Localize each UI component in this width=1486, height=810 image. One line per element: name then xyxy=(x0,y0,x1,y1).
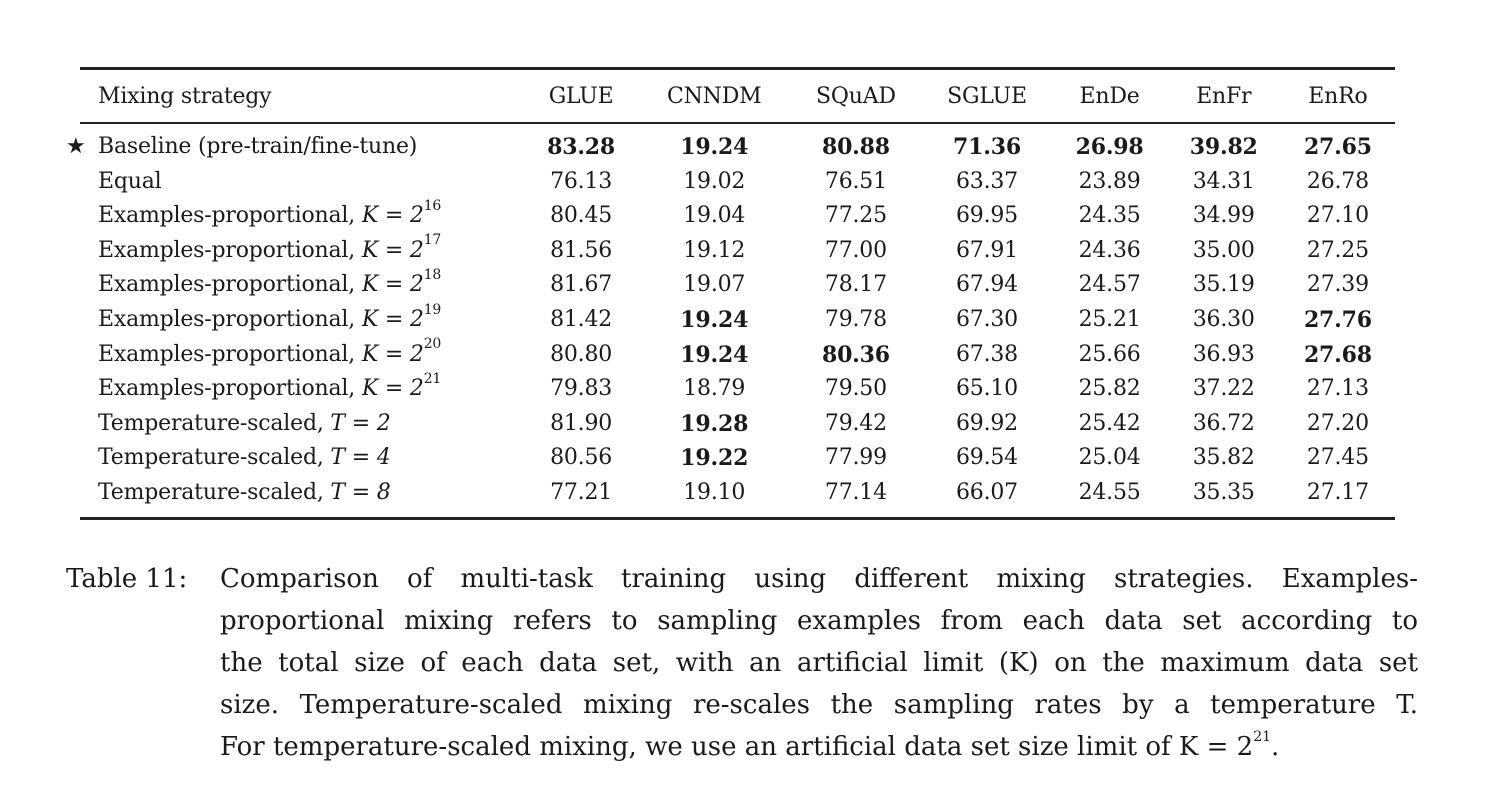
cell-sglue: 69.54 xyxy=(956,445,1018,471)
caption-text xyxy=(220,558,1418,768)
row-label xyxy=(80,199,524,234)
caption-line-text: For temperature-scaled mixing, we use an artificial data set size limit of K = 2 xyxy=(220,732,1254,762)
row-label-text: Examples-proportional, xyxy=(98,306,362,332)
row-label xyxy=(80,476,524,518)
cell-enfr: 35.35 xyxy=(1192,479,1255,505)
row-label-exponent: 20 xyxy=(423,336,442,353)
caption-label: Table 11: xyxy=(66,564,188,594)
cell-cnndm: 19.02 xyxy=(683,168,746,194)
cell-ende: 25.82 xyxy=(1078,376,1141,402)
cell-sglue: 69.95 xyxy=(956,203,1018,229)
cell-sglue: 71.36 xyxy=(953,134,1021,160)
table-row xyxy=(80,476,1395,518)
cell-enfr: 35.82 xyxy=(1192,445,1255,471)
column-header-glue: GLUE xyxy=(548,83,614,109)
cell-sglue: 67.30 xyxy=(956,306,1018,332)
cell-ende: 23.89 xyxy=(1078,168,1141,194)
row-label-text: Examples-proportional, xyxy=(98,237,362,263)
column-header-sglue: SGLUE xyxy=(947,83,1027,109)
row-label-text: Examples-proportional, xyxy=(98,203,362,229)
cell-cnndm: 19.10 xyxy=(683,479,746,505)
caption-line: proportional mixing refers to sampling examples from each data set according to xyxy=(220,606,1418,636)
cell-enro: 27.76 xyxy=(1303,306,1372,333)
cell-glue: 80.45 xyxy=(550,203,613,229)
cell-cnndm: 19.28 xyxy=(680,410,749,437)
caption-exponent: 21 xyxy=(1253,729,1272,746)
cell-glue: 81.90 xyxy=(550,410,613,436)
row-label-text: Temperature-scaled, xyxy=(98,479,331,505)
row-label-exponent: 17 xyxy=(423,232,442,249)
cell-enro: 27.65 xyxy=(1303,134,1372,160)
row-label-text: Equal xyxy=(98,168,162,194)
row-label-math: T = 8 xyxy=(330,479,391,505)
cell-squad: 79.78 xyxy=(824,306,887,332)
table-body xyxy=(66,123,1395,518)
mixing-strategy-table xyxy=(66,67,1395,520)
row-label-exponent: 18 xyxy=(423,267,442,284)
row-label xyxy=(80,372,524,407)
caption-line: Comparison of multi-task training using different mixing strategies. Examples- xyxy=(220,564,1418,594)
star-icon: ★ xyxy=(66,134,86,159)
cell-glue: 79.83 xyxy=(550,376,613,402)
cell-enro: 26.78 xyxy=(1306,168,1369,194)
row-label-math: K = 2 xyxy=(361,376,424,402)
cell-enro: 27.45 xyxy=(1306,445,1369,471)
cell-squad: 77.99 xyxy=(824,445,887,471)
cell-cnndm: 19.24 xyxy=(680,306,749,333)
cell-enfr: 35.00 xyxy=(1192,237,1255,263)
row-label-exponent: 21 xyxy=(423,370,442,387)
row-label-text: Examples-proportional, xyxy=(98,376,362,402)
column-header-enfr: EnFr xyxy=(1196,83,1252,109)
cell-enfr: 35.19 xyxy=(1192,272,1255,298)
cell-sglue: 65.10 xyxy=(956,376,1018,402)
row-label-text: Examples-proportional, xyxy=(98,272,362,298)
column-header-strategy: Mixing strategy xyxy=(98,83,272,109)
row-label xyxy=(80,268,524,303)
cell-cnndm: 18.79 xyxy=(683,376,746,402)
row-label-math: T = 4 xyxy=(330,445,391,471)
row-label-text: Examples-proportional, xyxy=(98,341,362,367)
row-label-text: Temperature-scaled, xyxy=(98,410,331,436)
table-caption xyxy=(66,558,1418,768)
cell-sglue: 66.07 xyxy=(956,479,1018,505)
cell-sglue: 67.38 xyxy=(956,341,1018,367)
cell-ende: 25.42 xyxy=(1078,410,1141,436)
table-row xyxy=(80,303,1395,338)
table-row xyxy=(80,234,1395,269)
cell-cnndm: 19.24 xyxy=(680,341,749,368)
row-label xyxy=(80,338,524,373)
caption-period: . xyxy=(1271,732,1280,762)
row-label xyxy=(80,234,524,269)
table-header xyxy=(80,69,1395,124)
row-label-math: T = 2 xyxy=(330,410,391,436)
table-row xyxy=(80,407,1395,442)
column-header-squad: SQuAD xyxy=(816,83,896,109)
cell-ende: 24.36 xyxy=(1078,237,1141,263)
cell-glue: 81.42 xyxy=(550,306,613,332)
caption-line: the total size of each data set, with an artificial limit (K) on the maximum data set xyxy=(220,648,1418,678)
cell-enro: 27.17 xyxy=(1306,479,1369,505)
row-label xyxy=(66,123,524,165)
row-label-math: K = 2 xyxy=(361,237,424,263)
cell-enfr: 36.30 xyxy=(1192,306,1255,332)
row-label-exponent: 19 xyxy=(423,301,442,318)
row-label-math: K = 2 xyxy=(361,203,424,229)
cell-enro: 27.68 xyxy=(1303,341,1372,368)
caption-line-final xyxy=(220,726,1418,768)
cell-ende: 25.66 xyxy=(1078,341,1141,367)
cell-enro: 27.39 xyxy=(1306,272,1369,298)
caption-line: size. Temperature-scaled mixing re-scales the sampling rates by a temperature T. xyxy=(220,690,1418,720)
row-label-math: K = 2 xyxy=(361,341,424,367)
cell-ende: 24.57 xyxy=(1078,272,1141,298)
cell-sglue: 63.37 xyxy=(956,168,1018,194)
cell-squad: 77.14 xyxy=(824,479,887,505)
cell-enfr: 34.31 xyxy=(1192,168,1255,194)
cell-squad: 80.88 xyxy=(821,134,890,160)
cell-enro: 27.13 xyxy=(1306,376,1369,402)
cell-enfr: 36.72 xyxy=(1192,410,1255,436)
cell-ende: 24.55 xyxy=(1078,479,1141,505)
cell-ende: 25.21 xyxy=(1078,306,1141,332)
cell-glue: 81.67 xyxy=(550,272,613,298)
cell-enfr: 39.82 xyxy=(1189,134,1258,160)
results-table-container xyxy=(66,67,1395,520)
row-label-text: Baseline (pre-train/fine-tune) xyxy=(98,134,418,159)
column-header-ende: EnDe xyxy=(1079,83,1140,109)
table-row xyxy=(80,199,1395,234)
table-row xyxy=(80,441,1395,476)
row-label xyxy=(80,165,524,200)
cell-enfr: 36.93 xyxy=(1192,341,1255,367)
cell-sglue: 69.92 xyxy=(956,410,1018,436)
cell-cnndm: 19.04 xyxy=(683,203,746,229)
cell-squad: 79.50 xyxy=(824,376,887,402)
cell-glue: 76.13 xyxy=(550,168,613,194)
cell-squad: 80.36 xyxy=(821,341,890,368)
cell-sglue: 67.91 xyxy=(956,237,1018,263)
row-label xyxy=(80,441,524,476)
cell-squad: 77.25 xyxy=(824,203,887,229)
cell-glue: 81.56 xyxy=(550,237,613,263)
cell-glue: 77.21 xyxy=(550,479,613,505)
table-row xyxy=(80,372,1395,407)
row-label-math: K = 2 xyxy=(361,306,424,332)
table-row xyxy=(80,338,1395,373)
table-row xyxy=(80,123,1395,165)
cell-cnndm: 19.24 xyxy=(680,134,749,160)
cell-cnndm: 19.22 xyxy=(680,445,749,472)
cell-glue: 80.80 xyxy=(550,341,613,367)
table-row xyxy=(80,165,1395,200)
cell-squad: 79.42 xyxy=(824,410,887,436)
cell-enfr: 34.99 xyxy=(1192,203,1255,229)
cell-enro: 27.20 xyxy=(1306,410,1369,436)
table-row xyxy=(80,268,1395,303)
cell-cnndm: 19.12 xyxy=(683,237,746,263)
row-label-exponent: 16 xyxy=(423,197,442,214)
row-label xyxy=(80,303,524,338)
cell-glue: 80.56 xyxy=(550,445,613,471)
column-header-enro: EnRo xyxy=(1308,83,1368,109)
cell-cnndm: 19.07 xyxy=(683,272,746,298)
cell-enro: 27.10 xyxy=(1306,203,1369,229)
cell-ende: 25.04 xyxy=(1078,445,1141,471)
header-row xyxy=(80,69,1395,124)
cell-enfr: 37.22 xyxy=(1192,376,1255,402)
column-header-cnndm: CNNDM xyxy=(666,83,762,109)
cell-glue: 83.28 xyxy=(547,134,616,160)
cell-squad: 77.00 xyxy=(824,237,887,263)
cell-ende: 24.35 xyxy=(1078,203,1141,229)
cell-squad: 78.17 xyxy=(824,272,887,298)
row-label xyxy=(80,407,524,442)
cell-squad: 76.51 xyxy=(824,168,887,194)
cell-enro: 27.25 xyxy=(1306,237,1369,263)
row-label-math: K = 2 xyxy=(361,272,424,298)
cell-sglue: 67.94 xyxy=(956,272,1018,298)
cell-ende: 26.98 xyxy=(1075,134,1144,160)
row-label-text: Temperature-scaled, xyxy=(98,445,331,471)
